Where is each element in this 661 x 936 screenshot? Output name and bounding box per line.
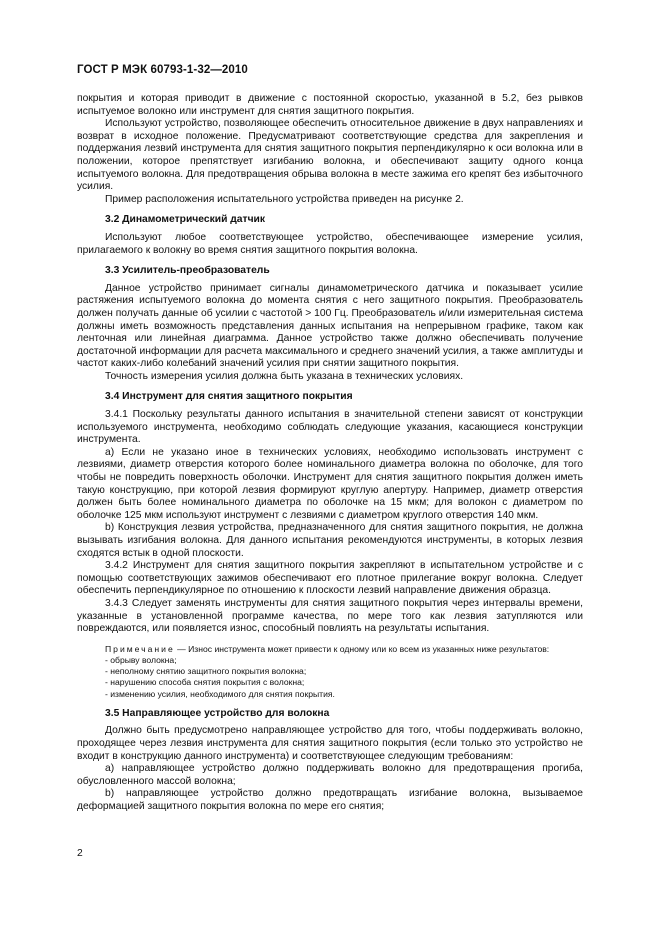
list-item-a: a) Если не указано иное в технических условиях, необходимо использовать инструмент с лезвиями, диаметр отверстия которого более номинального диаметра волокна по оболочке, для того чтобы не повредить поверхность оболочки. Инструмент для снятия защитного покрытия должен иметь такую конструкцию, при которой лезвия формируют круглую апертуру. Например, диаметр отверстия должен быть более номинального диаметра по оболочке на 15 мкм; для волокон с диаметром по оболочке 125 мкм используют инструмент с лезвиями с диаметром круглого отверстия 140 мкм. [77,446,583,521]
paragraph: Должно быть предусмотрено направляющее устройство для того, чтобы поддерживать волокно, проходящее через лезвия инструмента для снятия защитного покрытия (если только это устройство не входит в конструкцию данного инструмента) и соответствующее следующим требованиям: [77,725,583,762]
list-item-b: b) направляющее устройство должно предотвращать изгибание волокна, вызываемое деформацией защитного покрытия волокна по мере его снятия; [77,788,583,812]
section-heading-3-2: 3.2 Динамометрический датчик [105,214,266,226]
note-list-item: - обрыву волокна; [105,654,177,665]
document-header: ГОСТ Р МЭК 60793-1-32—2010 [77,64,248,76]
note-text: — Износ инструмента может привести к одному или ко всем из указанных ниже результатов: [174,643,550,654]
note-lead [77,644,583,655]
section-heading-3-5: 3.5 Направляющее устройство для волокна [105,707,330,719]
note-list-item: - нарушению способа снятия покрытия с волокна; [105,677,305,688]
note-label: Примечание [105,643,175,654]
paragraph: 3.4.3 Следует заменять инструменты для снятия защитного покрытия через интервалы времени, указанные в установленной программе качества, по мере того как лезвия затупляются или повреждаются, или появляется износ, способный повлиять на результаты испытания. [77,597,583,635]
paragraph: Пример расположения испытательного устройства приведен на рисунке 2. [105,193,464,205]
page-number: 2 [77,848,83,859]
note-list-item: - неполному снятию защитного покрытия волокна; [105,666,307,677]
paragraph: 3.4.2 Инструмент для снятия защитного покрытия закрепляют в испытательном устройстве и с помощью соответствующих зажимов обеспечивают его плотное прилегание вокруг волокна. Следует обеспечить перпендикулярное по отношению к плоскости лезвий направление движения образца. [77,560,583,597]
list-item-a: a) направляющее устройство должно поддерживать волокно для предотвращения прогиба, обусловленного массой волокна; [77,763,583,787]
paragraph: Используют устройство, позволяющее обеспечить относительное движение в двух направлениях и возврат в исходное положение. Предусматривают соответствующие средства для закрепления и поддержания лезвий инструмента для снятия защитного покрытия перпендикулярно к оси волокна или в положении, которое препятствует изгибанию волокна, и обеспечивают защиту одного конца испытуемого волокна. Для предотвращения обрыва волокна в месте зажима его крепят без избыточного усилия. [77,118,583,193]
note-list [77,655,583,700]
paragraph: Данное устройство принимает сигналы динамометрического датчика и показывает усилие растяжения испытуемого волокна до момента снятия с него защитного покрытия. Преобразователь должен получать данные об усилии с частотой > 100 Гц. Преобразователь и/или измерительная система должны иметь возможность представления данных испытания на непрерывном графике, таком как ленточная или линейная диаграмма. Данное устройство также должно обеспечивать получение достаточной информации для расчета максимального и среднего значений усилия, а также амплитуды и частот каких-либо колебаний значений усилия при снятии защитного покрытия. [77,282,583,370]
paragraph-continuation: покрытия и которая приводит в движение с постоянной скоростью, указанной в 5.2, без рывков испытуемое волокно или инструмент для снятия защитного покрытия. [77,93,583,117]
document-body [77,93,583,814]
list-item-b: b) Конструкция лезвия устройства, предназначенного для снятия защитного покрытия, не должна вызывать изгибания волокна. Для данного испытания рекомендуются инструменты, в которых лезвия сходятся встык в одной плоскости. [77,522,583,559]
section-heading-3-3: 3.3 Усилитель-преобразователь [105,265,270,277]
paragraph: Используют любое соответствующее устройство, обеспечивающее измерение усилия, прилагаемого к волокну во время снятия защитного покрытия волокна. [77,231,583,256]
paragraph: 3.4.1 Поскольку результаты данного испытания в значительной степени зависят от конструкции используемого инструмента, необходимо соблюдать следующие указания, касающиеся конструкции инструмента. [77,409,583,446]
note-list-item: - изменению усилия, необходимого для снятия покрытия. [105,688,335,699]
paragraph: Точность измерения усилия должна быть указана в технических условиях. [105,370,464,382]
note-block [77,644,583,700]
section-heading-3-4: 3.4 Инструмент для снятия защитного покрытия [105,391,353,403]
